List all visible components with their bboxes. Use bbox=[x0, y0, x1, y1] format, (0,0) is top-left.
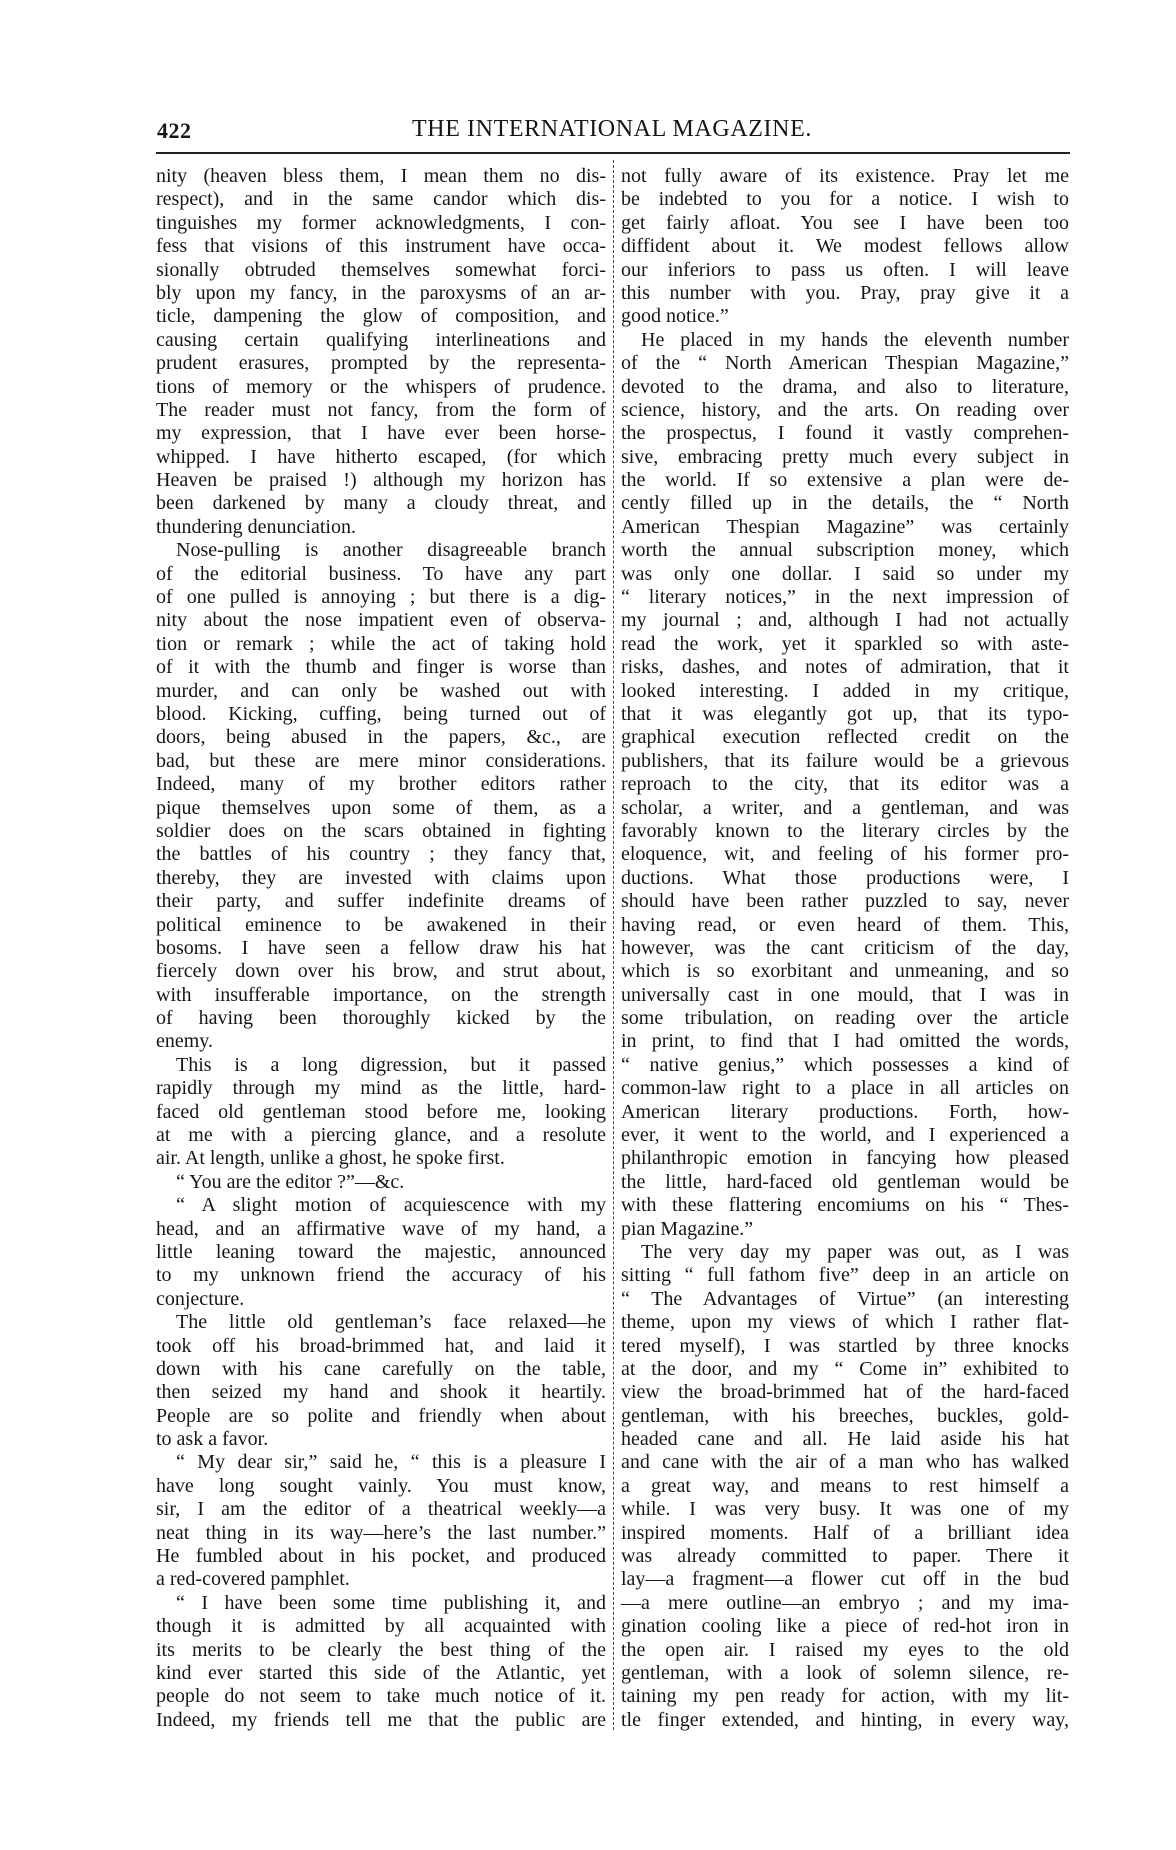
text-line: tle finger extended, and hinting, in every way, bbox=[621, 1708, 1069, 1731]
text-line: sionally obtruded themselves somewhat forci- bbox=[156, 258, 606, 281]
text-line: bad, but these are mere minor considerations. bbox=[156, 749, 606, 772]
text-line: people do not seem to take much notice of it. bbox=[156, 1685, 606, 1708]
text-line: its merits to be clearly the best thing of the bbox=[156, 1638, 606, 1661]
running-title: THE INTERNATIONAL MAGAZINE. bbox=[412, 116, 812, 142]
text-line: the little, hard-faced old gentleman would be bbox=[621, 1170, 1069, 1193]
text-line: People are so polite and friendly when about bbox=[156, 1404, 606, 1427]
text-line: respect), and in the same candor which dis- bbox=[156, 188, 606, 211]
text-line: science, history, and the arts. On reading over bbox=[621, 398, 1069, 421]
text-line: to ask a favor. bbox=[156, 1428, 269, 1451]
text-line: their party, and suffer indefinite dreams of bbox=[156, 890, 606, 913]
text-line: the open air. I raised my eyes to the old bbox=[621, 1638, 1069, 1661]
text-line: little leaning toward the majestic, announced bbox=[156, 1240, 606, 1263]
text-line: my journal ; and, although I had not actually bbox=[621, 609, 1069, 632]
text-line: air. At length, unlike a ghost, he spoke first. bbox=[156, 1147, 505, 1170]
column-divider bbox=[613, 160, 614, 1730]
text-line: tinguishes my former acknowledgments, I con- bbox=[156, 211, 606, 234]
text-line: reproach to the city, that its editor was a bbox=[621, 773, 1069, 796]
text-line: ticle, dampening the glow of composition, and bbox=[156, 305, 606, 328]
text-line: not fully aware of its existence. Pray let me bbox=[621, 165, 1069, 187]
text-line: a great way, and means to rest himself a bbox=[621, 1474, 1069, 1497]
text-line: my expression, that I have ever been horse- bbox=[156, 422, 606, 445]
text-line: This is a long digression, but it passed bbox=[176, 1053, 606, 1076]
text-line: enemy. bbox=[156, 1030, 214, 1053]
text-line: then seized my hand and shook it heartily. bbox=[156, 1381, 606, 1404]
text-line: gination cooling like a piece of red-hot iron in bbox=[621, 1615, 1069, 1638]
text-line: get fairly afloat. You see I have been too bbox=[621, 211, 1069, 234]
text-line: of having been thoroughly kicked by the bbox=[156, 1007, 606, 1030]
text-line: “ A slight motion of acquiescence with my bbox=[176, 1194, 606, 1217]
text-line: and cane with the air of a man who has walked bbox=[621, 1451, 1069, 1474]
column-left bbox=[156, 165, 606, 1732]
text-line: bly upon my fancy, in the paroxysms of an ar- bbox=[156, 281, 606, 304]
text-line: the world. If so extensive a plan were de- bbox=[621, 469, 1069, 492]
text-line: at the door, and my “ Come in” exhibited to bbox=[621, 1357, 1069, 1380]
text-line: of the editorial business. To have any part bbox=[156, 562, 606, 585]
text-line: that it was elegantly got up, that its typo- bbox=[621, 702, 1069, 725]
text-line: pian Magazine.” bbox=[621, 1217, 754, 1240]
text-line: risks, dashes, and notes of admiration, that it bbox=[621, 656, 1069, 679]
text-line: at me with a piercing glance, and a resolute bbox=[156, 1124, 606, 1147]
text-line: lay—a fragment—a flower cut off in the bud bbox=[621, 1568, 1069, 1591]
text-line: blood. Kicking, cuffing, being turned out of bbox=[156, 702, 606, 725]
text-line: Indeed, my friends tell me that the public are bbox=[156, 1708, 606, 1731]
text-line: headed cane and all. He laid aside his hat bbox=[621, 1428, 1069, 1451]
text-line: sir, I am the editor of a theatrical weekly—a bbox=[156, 1498, 606, 1521]
text-line: philanthropic emotion in fancying how pleased bbox=[621, 1147, 1069, 1170]
text-line: of it with the thumb and finger is worse than bbox=[156, 656, 606, 679]
text-line: murder, and can only be washed out with bbox=[156, 679, 606, 702]
text-line: He fumbled about in his pocket, and produced bbox=[156, 1545, 606, 1568]
text-line: though it is admitted by all acquainted with bbox=[156, 1615, 606, 1638]
text-line: “ My dear sir,” said he, “ this is a pleasure I bbox=[176, 1451, 606, 1474]
text-line: favorably known to the literary circles by the bbox=[621, 819, 1069, 842]
text-line: which is so exorbitant and unmeaning, and so bbox=[621, 960, 1069, 983]
text-line: tion or remark ; while the act of taking hold bbox=[156, 632, 606, 655]
text-line: sitting “ full fathom five” deep in an article on bbox=[621, 1264, 1069, 1287]
text-line: fiercely down over his brow, and strut about, bbox=[156, 960, 606, 983]
text-line: with insufferable importance, on the strength bbox=[156, 983, 606, 1006]
text-line: publishers, that its failure would be a grievous bbox=[621, 749, 1069, 772]
text-line: The reader must not fancy, from the form of bbox=[156, 398, 606, 421]
text-line: was already committed to paper. There it bbox=[621, 1545, 1069, 1568]
text-line: The little old gentleman’s face relaxed—he bbox=[176, 1311, 606, 1334]
text-line: —a mere outline—an embryo ; and my ima- bbox=[621, 1591, 1069, 1614]
text-line: the prospectus, I found it vastly comprehen- bbox=[621, 422, 1069, 445]
text-line: theme, upon my views of which I rather flat- bbox=[621, 1311, 1069, 1334]
text-line: doors, being abused in the papers, &c., are bbox=[156, 726, 606, 749]
text-line: be indebted to you for a notice. I wish to bbox=[621, 188, 1069, 211]
text-line: common-law right to a place in all articles on bbox=[621, 1077, 1069, 1100]
text-line: gentleman, with his breeches, buckles, gold- bbox=[621, 1404, 1069, 1427]
header-rule bbox=[156, 152, 1070, 154]
text-line: graphical execution reflected credit on the bbox=[621, 726, 1069, 749]
text-line: should have been rather puzzled to say, never bbox=[621, 890, 1069, 913]
text-line: “ literary notices,” in the next impression of bbox=[621, 586, 1069, 609]
text-line: faced old gentleman stood before me, looking bbox=[156, 1100, 606, 1123]
text-line: inspired moments. Half of a brilliant idea bbox=[621, 1521, 1069, 1544]
text-line: sive, embracing pretty much every subject in bbox=[621, 445, 1069, 468]
text-line: our inferiors to pass us often. I will leave bbox=[621, 258, 1069, 281]
text-line: whipped. I have hitherto escaped, (for which bbox=[156, 445, 606, 468]
text-line: diffident about it. We modest fellows allow bbox=[621, 235, 1069, 258]
text-line: down with his cane carefully on the table, bbox=[156, 1357, 606, 1380]
text-line: Heaven be praised !) although my horizon has bbox=[156, 469, 606, 492]
text-line: gentleman, with a look of solemn silence, re- bbox=[621, 1662, 1069, 1684]
text-line: Indeed, many of my brother editors rather bbox=[156, 773, 606, 796]
text-line: neat thing in its way—here’s the last number.” bbox=[156, 1521, 606, 1544]
text-line: of one pulled is annoying ; but there is a dig- bbox=[156, 586, 606, 609]
text-line: pique themselves upon some of them, as a bbox=[156, 796, 606, 819]
text-line: took off his broad-brimmed hat, and laid it bbox=[156, 1334, 606, 1357]
text-line: been darkened by many a cloudy threat, and bbox=[156, 492, 606, 515]
text-line: eloquence, wit, and feeling of his former pro- bbox=[621, 843, 1069, 866]
text-line: the battles of his country ; they fancy that, bbox=[156, 843, 606, 866]
text-line: fess that visions of this instrument have occa- bbox=[156, 235, 606, 258]
text-line: cently filled up in the details, the “ North bbox=[621, 492, 1069, 515]
text-line: to my unknown friend the accuracy of his bbox=[156, 1264, 606, 1287]
text-line: conjecture. bbox=[156, 1287, 245, 1310]
text-line: scholar, a writer, and a gentleman, and was bbox=[621, 796, 1069, 819]
column-right bbox=[621, 165, 1069, 1732]
text-line: “ I have been some time publishing it, and bbox=[176, 1591, 606, 1614]
text-line: He placed in my hands the eleventh number bbox=[641, 328, 1069, 351]
text-line: bosoms. I have seen a fellow draw his hat bbox=[156, 936, 606, 959]
text-line: a red-covered pamphlet. bbox=[156, 1568, 350, 1591]
text-line: “ You are the editor ?”—&c. bbox=[176, 1170, 405, 1193]
text-line: ever, it went to the world, and I experienced a bbox=[621, 1124, 1069, 1147]
text-line: was only one dollar. I said so under my bbox=[621, 562, 1069, 585]
text-line: The very day my paper was out, as I was bbox=[641, 1240, 1069, 1263]
text-line: political eminence to be awakened in their bbox=[156, 913, 606, 936]
text-line: read the work, yet it sparkled so with aste- bbox=[621, 632, 1069, 655]
text-line: American Thespian Magazine” was certainly bbox=[621, 515, 1069, 538]
text-line: nity (heaven bless them, I mean them no dis- bbox=[156, 165, 606, 187]
text-line: view the broad-brimmed hat of the hard-faced bbox=[621, 1381, 1069, 1404]
text-line: having read, or even heard of them. This, bbox=[621, 913, 1069, 936]
text-line: worth the annual subscription money, which bbox=[621, 539, 1069, 562]
text-line: this number with you. Pray, pray give it a bbox=[621, 281, 1069, 304]
page-number: 422 bbox=[157, 118, 192, 143]
text-line: kind ever started this side of the Atlantic, yet bbox=[156, 1662, 606, 1684]
text-line: nity about the nose impatient even of observa- bbox=[156, 609, 606, 632]
text-line: causing certain qualifying interlineations and bbox=[156, 328, 606, 351]
text-line: American literary productions. Forth, how- bbox=[621, 1100, 1069, 1123]
text-line: tered myself), I was startled by three knocks bbox=[621, 1334, 1069, 1357]
text-line: in print, to find that I had omitted the words, bbox=[621, 1030, 1069, 1053]
text-line: prudent erasures, prompted by the representa- bbox=[156, 352, 606, 375]
text-line: some tribulation, on reading over the article bbox=[621, 1007, 1069, 1030]
text-line: soldier does on the scars obtained in fighting bbox=[156, 819, 606, 842]
text-line: thereby, they are invested with claims upon bbox=[156, 866, 606, 889]
text-line: taining my pen ready for action, with my lit- bbox=[621, 1685, 1069, 1708]
text-line: rapidly through my mind as the little, hard- bbox=[156, 1077, 606, 1100]
text-line: with these flattering encomiums on his “ Thes- bbox=[621, 1194, 1069, 1217]
text-line: of the “ North American Thespian Magazine,” bbox=[621, 352, 1069, 375]
text-line: looked interesting. I added in my critique, bbox=[621, 679, 1069, 702]
text-line: “ The Advantages of Virtue” (an interesting bbox=[621, 1287, 1069, 1310]
text-line: tions of memory or the whispers of prudence. bbox=[156, 375, 606, 398]
text-line: have long sought vainly. You must know, bbox=[156, 1474, 606, 1497]
text-line: head, and an affirmative wave of my hand, a bbox=[156, 1217, 606, 1240]
text-line: Nose-pulling is another disagreeable branch bbox=[176, 539, 606, 562]
text-line: thundering denunciation. bbox=[156, 515, 356, 538]
text-line: however, was the cant criticism of the day, bbox=[621, 936, 1069, 959]
text-line: universally cast in one mould, that I was in bbox=[621, 983, 1069, 1006]
text-line: “ native genius,” which possesses a kind of bbox=[621, 1053, 1069, 1076]
text-line: good notice.” bbox=[621, 305, 729, 328]
text-line: devoted to the drama, and also to literature, bbox=[621, 375, 1069, 398]
text-line: ductions. What those productions were, I bbox=[621, 866, 1069, 889]
text-line: while. I was very busy. It was one of my bbox=[621, 1498, 1069, 1521]
